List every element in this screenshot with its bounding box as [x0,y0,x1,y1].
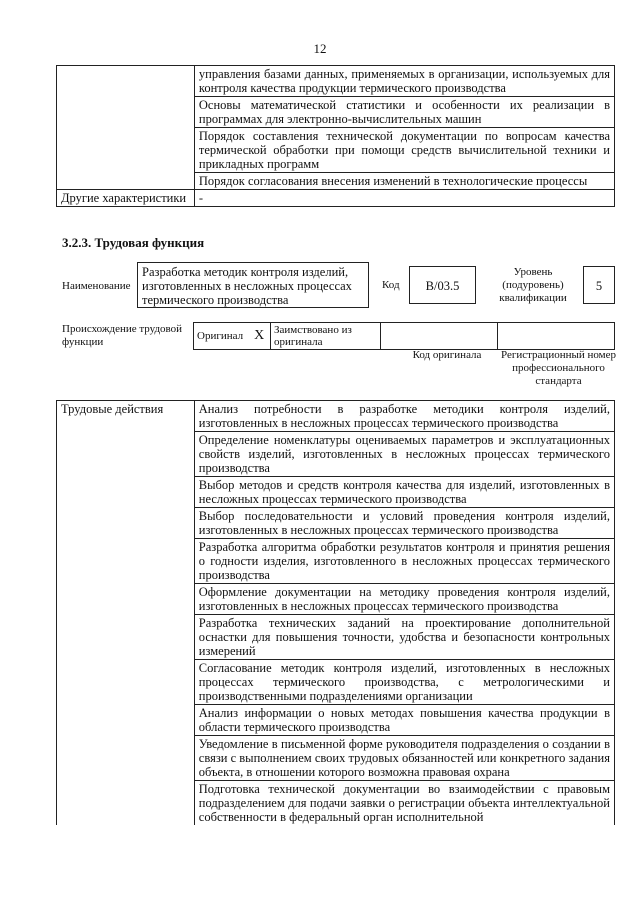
labor-actions-label: Трудовые действия [57,401,195,826]
borrowed-label: Заимствовано из оригинала [270,323,380,350]
original-mark: X [248,323,270,350]
function-name-value: Разработка методик контроля изделий, изготовленных в несложных процессах термического производства [137,262,369,308]
labor-action-row: Анализ потребности в разработке методики контроля изделий, изготовленных в несложных процессах термического производства [194,401,614,432]
function-code-value: B/03.5 [409,266,476,304]
knowledge-row: Порядок составления технической документации по вопросам качества термической обработки при помощи средств вычислительной техники и прикладных программ [194,128,614,173]
knowledge-label-cell [57,66,195,190]
labor-action-row: Оформление документации на методику проведения контроля изделий, изготовленных в несложных процессах термического производства [194,584,614,615]
page-number: 12 [313,41,327,56]
knowledge-row: Основы математической статистики и особенности их реализации в программах для электронно-вычислительных машин [194,97,614,128]
origin-table [193,322,615,350]
reg-number-cell [498,323,615,350]
knowledge-row: управления базами данных, применяемых в организации, используемых для контроля качества продукции термического производства [194,66,614,97]
labor-action-row: Выбор методов и средств контроля качества для изделий, изготовленных в несложных процессах термического производства [194,477,614,508]
labor-action-row: Выбор последовательности и условий проведения контроля изделий, изготовленных в несложных процессах термического производства [194,508,614,539]
name-label: Наименование [62,280,131,292]
labor-action-row: Определение номенклатуры оцениваемых параметров и эксплуатационных свойств изделий, изготовленных в несложных процессах термического производства [194,432,614,477]
labor-actions-table [56,400,615,825]
labor-action-row: Разработка технических заданий на проектирование дополнительной оснастки для повышения точности, удобства и безопасности контрольных измерений [194,615,614,660]
knowledge-table [56,65,615,207]
knowledge-row: Порядок согласования внесения изменений в технологические процессы [194,173,614,190]
origin-label: Происхождение трудовой функции [62,323,183,348]
qualification-level-value: 5 [583,266,615,304]
section-title: 3.2.3. Трудовая функция [62,235,205,250]
labor-action-row: Подготовка технической документации во взаимодействии с правовым подразделением для подачи заявки о регистрации объекта интеллектуальной собственности в федеральный орган исполнительной [194,781,614,826]
code-original-cell [380,323,498,350]
reg-number-caption: Регистрационный номер профессионального стандарта [500,349,617,387]
other-characteristics-value: - [194,190,614,207]
labor-action-row: Анализ информации о новых методах повышения качества продукции в области термического производства [194,705,614,736]
code-original-caption: Код оригинала [412,349,482,361]
level-label: Уровень (подуровень) квалификации [499,266,567,304]
code-label: Код [382,279,400,291]
labor-action-row: Уведомление в письменной форме руководителя подразделения о создании в связи с выполнением своих трудовых обязанностей или конкретного задания объекта, в отношении которого возможна правовая охрана [194,736,614,781]
labor-action-row: Разработка алгоритма обработки результатов контроля и принятия решения о годности изделия, изготовленного в несложных процессах термического производства [194,539,614,584]
original-label: Оригинал [194,323,249,350]
labor-action-row: Согласование методик контроля изделий, изготовленных в несложных процессах термического производства, с метрологическими и производственными подразделениями организации [194,660,614,705]
other-characteristics-label: Другие характеристики [57,190,195,207]
